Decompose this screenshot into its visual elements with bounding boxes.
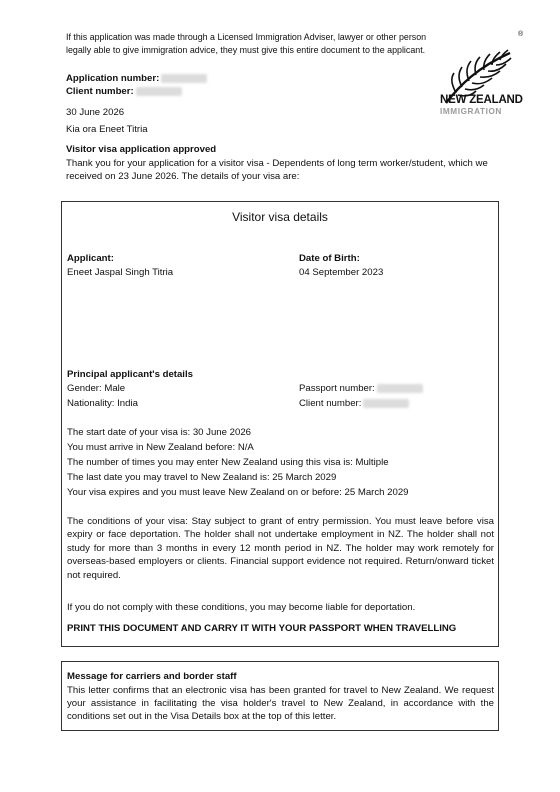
visa-expiry: Your visa expires and you must leave New Zealand on or before: 25 March 2029 (67, 487, 409, 498)
nationality: Nationality: India (67, 398, 138, 409)
carriers-body: This letter confirms that an electronic visa has been granted for travel to New Zealand. We request your assistance in facilitating the visa holder's travel to New Zealand, in accordance with the conditions set out in the Visa Details box at the top of this letter. (67, 685, 494, 722)
letter-date: 30 June 2026 (66, 107, 125, 118)
arrive-before: You must arrive in New Zealand before: N/A (67, 442, 254, 453)
visa-details-title: Visitor visa details (232, 210, 328, 224)
comply-warning: If you do not comply with these conditions, you may become liable for deportation. (67, 602, 416, 613)
visa-details-box (61, 201, 499, 647)
logo-subtitle: IMMIGRATION (440, 107, 502, 116)
redacted-application-number (161, 74, 207, 83)
number-of-entries: The number of times you may enter New Zealand using this visa is: Multiple (67, 457, 389, 468)
client-number-label: Client number: (66, 86, 134, 97)
dob-label: Date of Birth: (299, 253, 360, 264)
passport-number-label: Passport number: (299, 383, 375, 394)
dob-value: 04 September 2023 (299, 267, 384, 278)
applicant-label: Applicant: (67, 253, 114, 264)
redacted-principal-client-number (363, 399, 409, 408)
principal-applicant-heading: Principal applicant's details (67, 369, 193, 380)
registered-mark: ® (518, 31, 524, 38)
greeting: Kia ora Eneet Titria (66, 124, 148, 135)
logo-name: NEW ZEALAND (440, 94, 523, 106)
client-number-row (66, 86, 182, 97)
visa-conditions: The conditions of your visa: Stay subject to grant of entry permission. You must leave before visa expiry or face deportation. The holder shall not undertake employment in NZ. The holder shall not study for more than 3 months in every 12 month period in NZ. The holder may work remotely for overseas-based employers or clients. Financial support evidence not required. Return/onward ticket not required. (67, 516, 494, 581)
redacted-client-number (136, 87, 182, 96)
last-travel-date: The last date you may travel to New Zealand is: 25 March 2029 (67, 472, 337, 483)
visa-start-date: The start date of your visa is: 30 June 2026 (67, 427, 251, 438)
carriers-title: Message for carriers and border staff (67, 671, 237, 682)
approval-heading: Visitor visa application approved (66, 144, 217, 155)
adviser-notice: If this application was made through a Licensed Immigration Adviser, lawyer or other person legally able to give immigration advice, they must give this entire document to the applicant. (66, 32, 427, 55)
principal-client-number-label: Client number: (299, 398, 362, 409)
application-number-row (66, 73, 207, 84)
applicant-name: Eneet Jaspal Singh Titria (67, 267, 174, 278)
carriers-message-box (61, 661, 499, 731)
redacted-passport-number (377, 384, 423, 393)
principal-client-number-row (299, 398, 409, 409)
passport-number-row (299, 383, 423, 394)
application-number-label: Application number: (66, 73, 160, 84)
gender: Gender: Male (67, 383, 126, 394)
print-notice: PRINT THIS DOCUMENT AND CARRY IT WITH YOUR PASSPORT WHEN TRAVELLING (67, 623, 457, 634)
intro-paragraph: Thank you for your application for a visitor visa - Dependents of long term worker/student, which we received on 23 June 2026. The details of your visa are: (66, 158, 488, 183)
